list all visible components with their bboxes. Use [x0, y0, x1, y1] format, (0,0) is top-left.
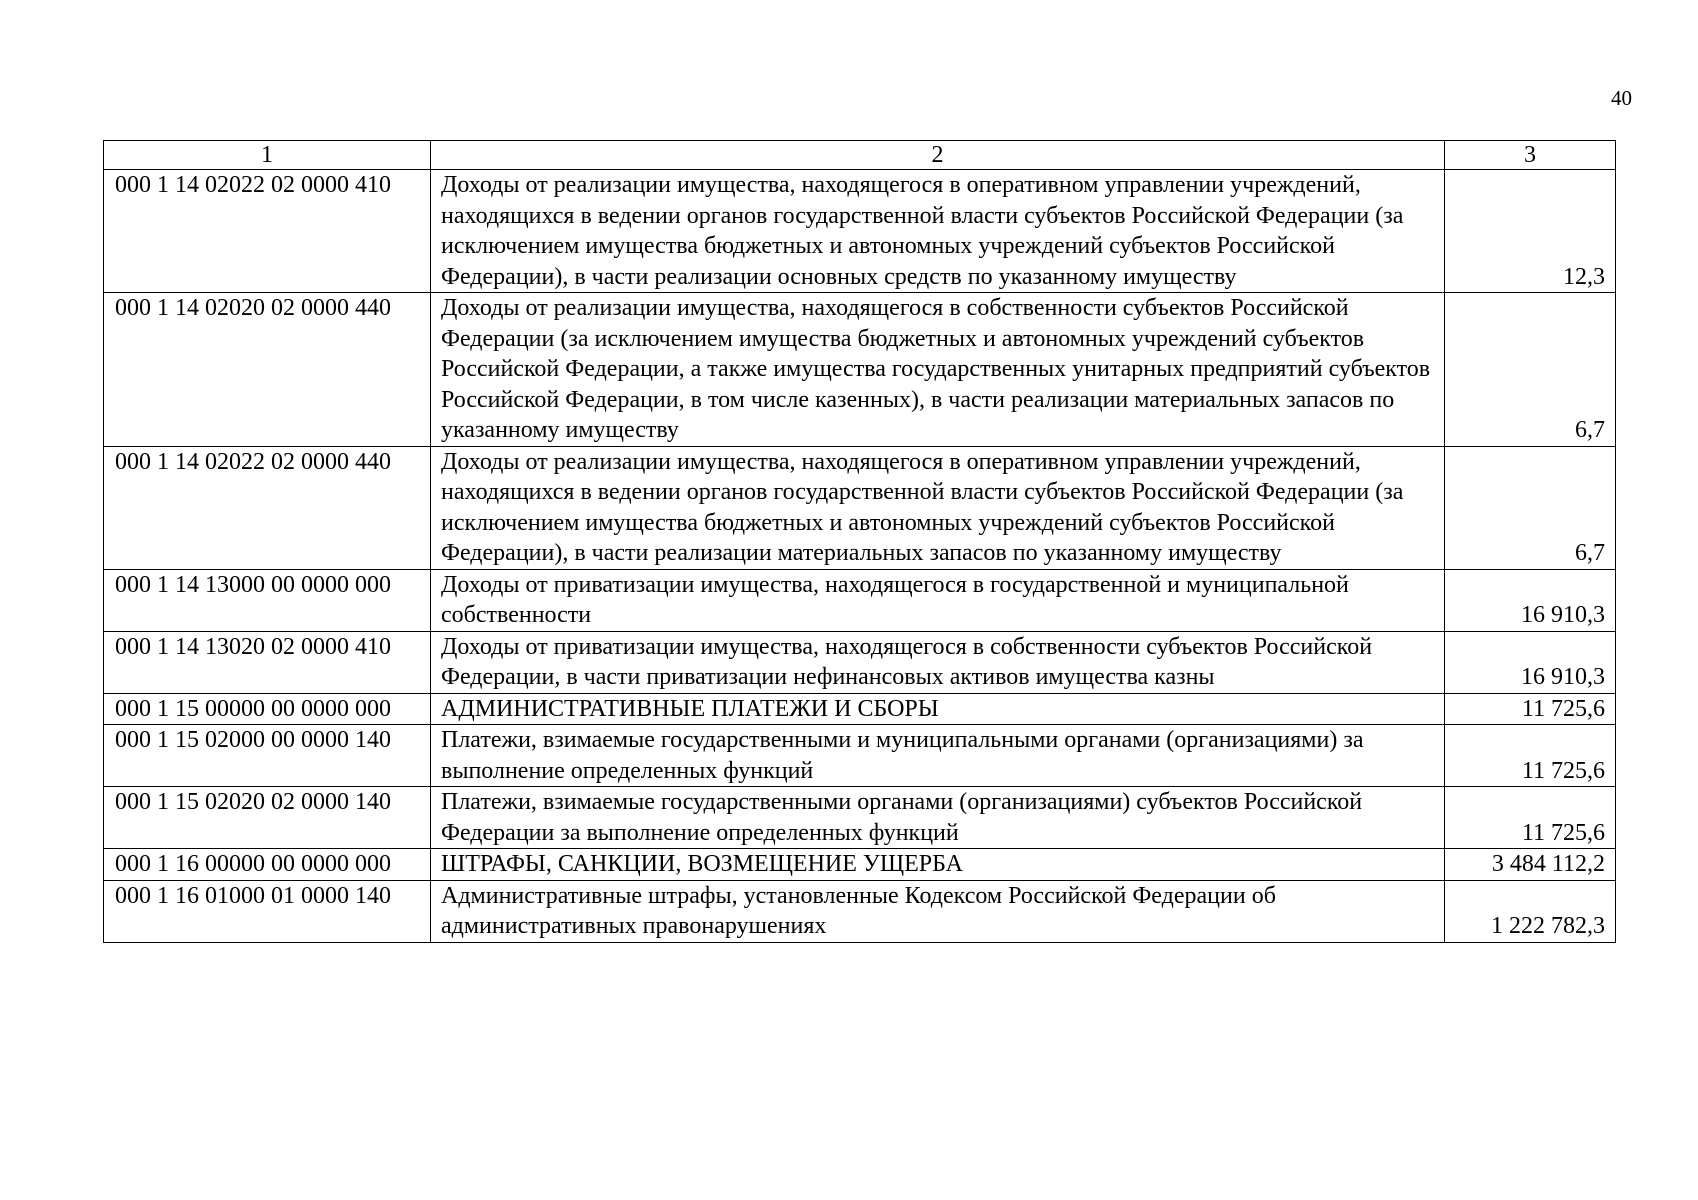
budget-revenue-table — [103, 140, 1616, 943]
description-cell: Платежи, взимаемые государственными органами (организациями) субъектов Российской Федерации за выполнение определенных функций — [431, 787, 1445, 849]
description-cell: Доходы от приватизации имущества, находящегося в собственности субъектов Российской Федерации, в части приватизации нефинансовых активов имущества казны — [431, 631, 1445, 693]
header-cell-2: 2 — [431, 141, 1445, 170]
code-cell: 000 1 14 02022 02 0000 440 — [104, 446, 431, 569]
amount-cell: 12,3 — [1445, 170, 1616, 293]
code-cell: 000 1 14 13000 00 0000 000 — [104, 569, 431, 631]
description-cell: АДМИНИСТРАТИВНЫЕ ПЛАТЕЖИ И СБОРЫ — [431, 693, 1445, 725]
description-cell: Доходы от реализации имущества, находящегося в собственности субъектов Российской Федерации (за исключением имущества бюджетных и автономных учреждений субъектов Российской Федерации, а также имущества государственных унитарных предприятий субъектов Российской Федерации, в том числе казенных), в части реализации материальных запасов по указанному имуществу — [431, 293, 1445, 447]
description-cell: Доходы от приватизации имущества, находящегося в государственной и муниципальной собственности — [431, 569, 1445, 631]
table-row — [104, 569, 1616, 631]
header-cell-1: 1 — [104, 141, 431, 170]
code-cell: 000 1 15 02020 02 0000 140 — [104, 787, 431, 849]
amount-cell: 16 910,3 — [1445, 569, 1616, 631]
table-row — [104, 693, 1616, 725]
table-row — [104, 446, 1616, 569]
code-cell: 000 1 16 00000 00 0000 000 — [104, 849, 431, 881]
description-cell: ШТРАФЫ, САНКЦИИ, ВОЗМЕЩЕНИЕ УЩЕРБА — [431, 849, 1445, 881]
table-row — [104, 849, 1616, 881]
code-cell: 000 1 15 02000 00 0000 140 — [104, 725, 431, 787]
code-cell: 000 1 14 02022 02 0000 410 — [104, 170, 431, 293]
description-cell: Доходы от реализации имущества, находящегося в оперативном управлении учреждений, находящихся в ведении органов государственной власти субъектов Российской Федерации (за исключением имущества бюджетных и автономных учреждений субъектов Российской Федерации), в части реализации материальных запасов по указанному имуществу — [431, 446, 1445, 569]
header-cell-3: 3 — [1445, 141, 1616, 170]
table-header — [104, 141, 1616, 170]
table-row — [104, 631, 1616, 693]
table-row — [104, 725, 1616, 787]
header-row — [104, 141, 1616, 170]
amount-cell: 6,7 — [1445, 293, 1616, 447]
description-cell: Доходы от реализации имущества, находящегося в оперативном управлении учреждений, находящихся в ведении органов государственной власти субъектов Российской Федерации (за исключением имущества бюджетных и автономных учреждений субъектов Российской Федерации), в части реализации основных средств по указанному имуществу — [431, 170, 1445, 293]
page-number: 40 — [1611, 86, 1632, 110]
description-cell: Платежи, взимаемые государственными и муниципальными органами (организациями) за выполнение определенных функций — [431, 725, 1445, 787]
amount-cell: 11 725,6 — [1445, 787, 1616, 849]
code-cell: 000 1 14 13020 02 0000 410 — [104, 631, 431, 693]
code-cell: 000 1 16 01000 01 0000 140 — [104, 880, 431, 942]
description-cell: Административные штрафы, установленные Кодексом Российской Федерации об административных правонарушениях — [431, 880, 1445, 942]
code-cell: 000 1 14 02020 02 0000 440 — [104, 293, 431, 447]
amount-cell: 3 484 112,2 — [1445, 849, 1616, 881]
table-row — [104, 170, 1616, 293]
amount-cell: 6,7 — [1445, 446, 1616, 569]
amount-cell: 16 910,3 — [1445, 631, 1616, 693]
table-row — [104, 880, 1616, 942]
table-body — [104, 170, 1616, 943]
amount-cell: 11 725,6 — [1445, 725, 1616, 787]
code-cell: 000 1 15 00000 00 0000 000 — [104, 693, 431, 725]
table-row — [104, 293, 1616, 447]
table-row — [104, 787, 1616, 849]
amount-cell: 1 222 782,3 — [1445, 880, 1616, 942]
amount-cell: 11 725,6 — [1445, 693, 1616, 725]
